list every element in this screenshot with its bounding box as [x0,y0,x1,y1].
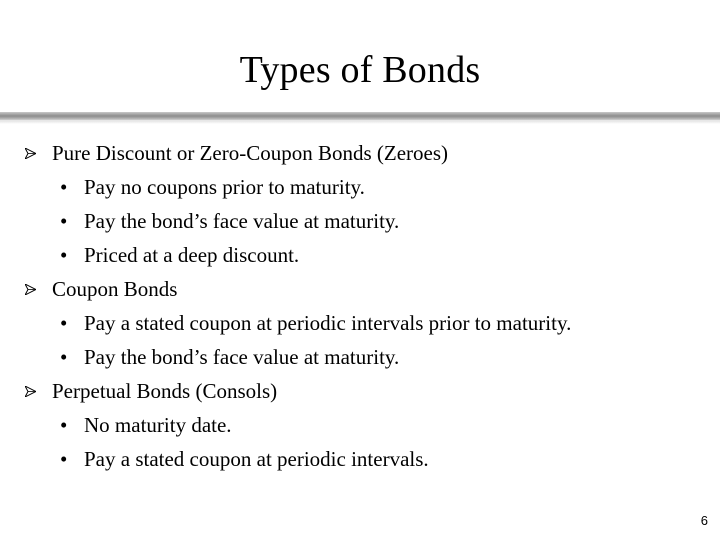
arrowhead-bullet-icon [25,136,39,170]
sub-bullet-item [0,238,720,272]
sub-bullet-text: Pay no coupons prior to maturity. [84,175,365,199]
sub-bullet-item [0,442,720,476]
bullet-heading: Perpetual Bonds (Consols) [52,379,278,403]
bullet-list [0,136,720,476]
sub-bullet-marker: • [60,243,68,267]
title-divider [0,112,720,121]
sub-bullet-text: Pay the bond’s face value at maturity. [84,209,400,233]
bullet-heading: Pure Discount or Zero-Coupon Bonds (Zeroes) [52,141,449,165]
bullet-item [0,374,720,408]
arrowhead-bullet-icon [25,374,39,408]
sub-bullet-text: No maturity date. [84,413,232,437]
sub-bullet-text: Pay a stated coupon at periodic intervals. [84,447,429,471]
bullet-heading: Coupon Bonds [52,277,178,301]
sub-bullet-item [0,170,720,204]
sub-bullet-marker: • [60,447,68,471]
page-number: 6 [700,513,708,528]
sub-bullet-item [0,340,720,374]
sub-bullet-text: Pay the bond’s face value at maturity. [84,345,400,369]
sub-bullet-item [0,408,720,442]
bullet-item [0,136,720,170]
slide-title: Types of Bonds [239,49,481,91]
sub-bullet-text: Pay a stated coupon at periodic intervals prior to maturity. [84,311,572,335]
sub-bullet-marker: • [60,175,68,199]
sub-bullet-marker: • [60,345,68,369]
sub-bullet-item [0,306,720,340]
sub-bullet-item [0,204,720,238]
title-divider-shadow [0,121,720,124]
sub-bullet-text: Priced at a deep discount. [84,243,300,267]
sub-bullet-marker: • [60,311,68,335]
sub-bullet-marker: • [60,413,68,437]
sub-bullet-marker: • [60,209,68,233]
arrowhead-bullet-icon [25,272,39,306]
bullet-item [0,272,720,306]
